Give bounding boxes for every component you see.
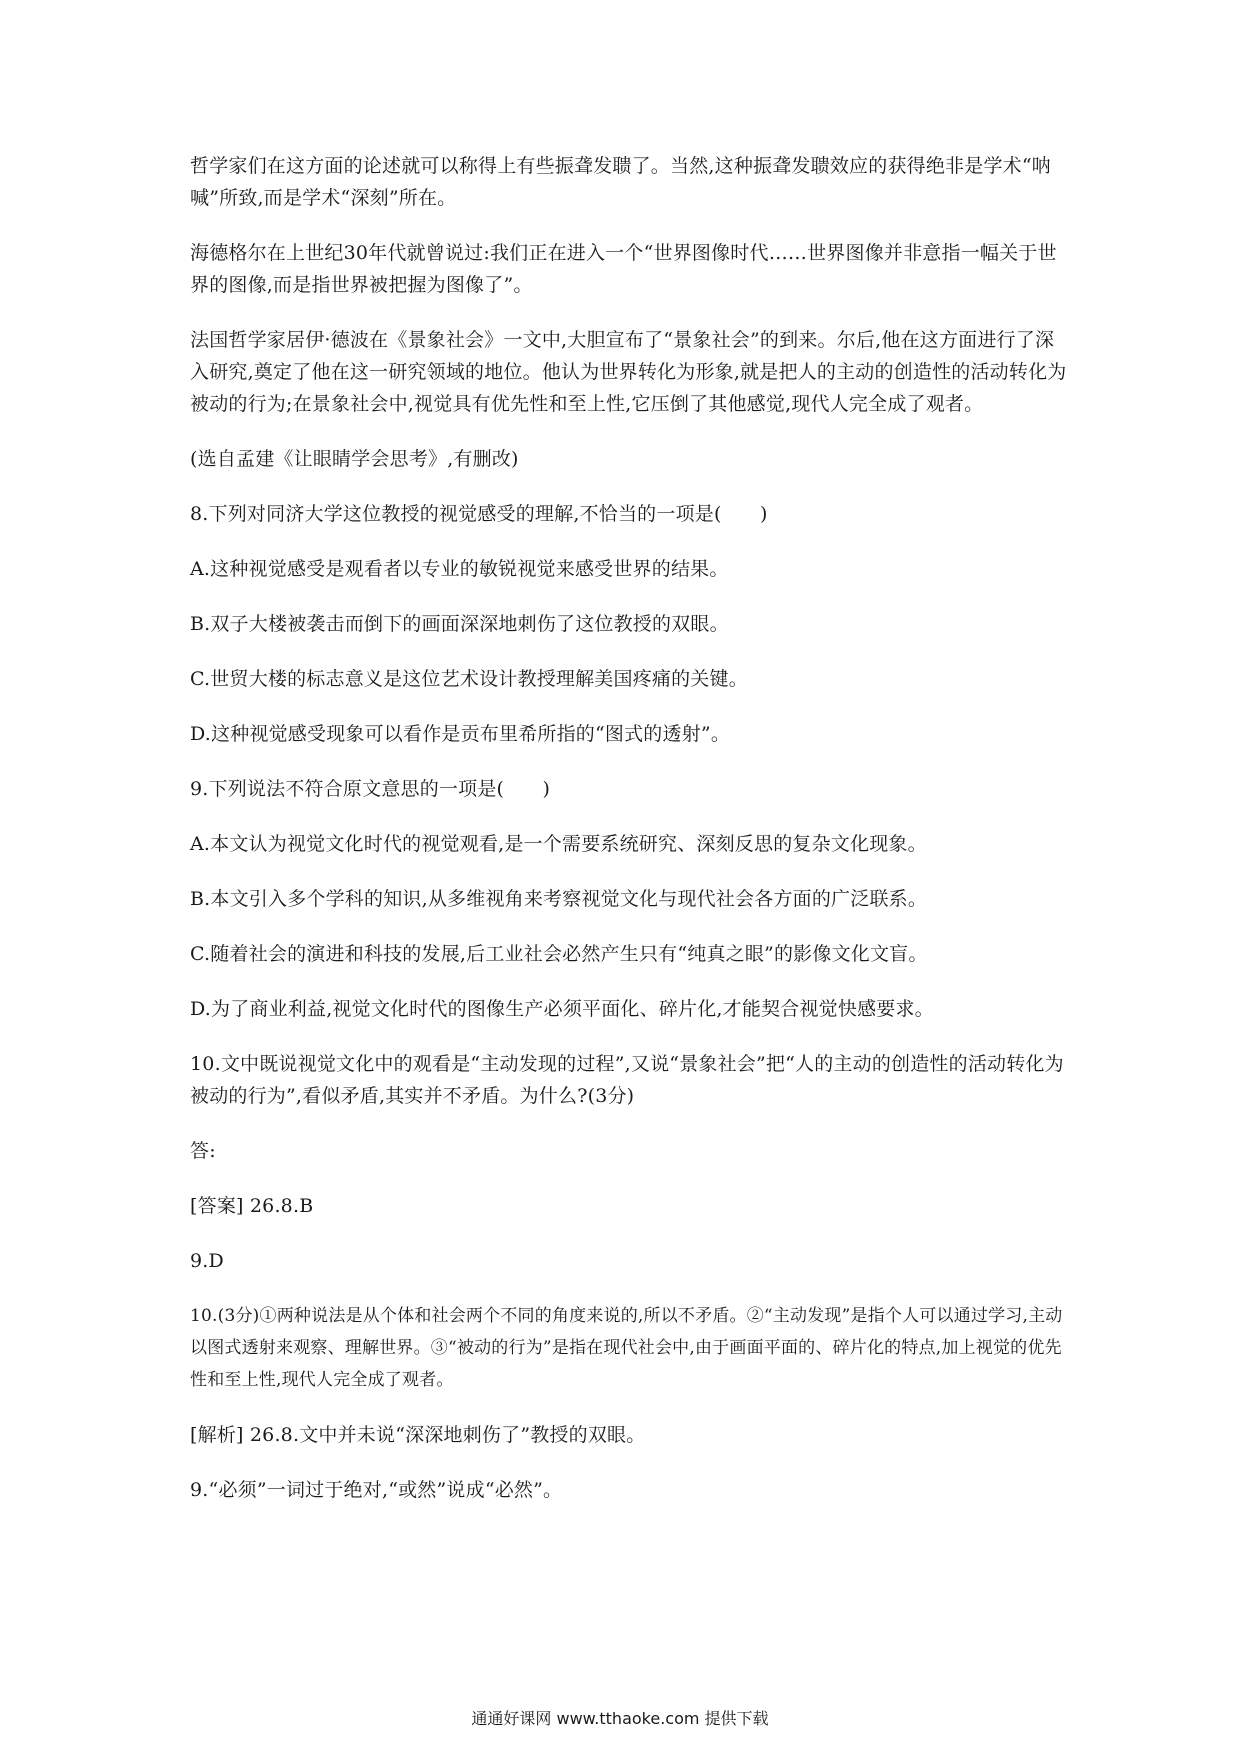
document-body bbox=[190, 150, 1070, 1529]
question-10: 10.文中既说视觉文化中的观看是“主动发现的过程”,又说“景象社会”把“人的主动的创造性的活动转化为被动的行为”,看似矛盾,其实并不矛盾。为什么?(3分) bbox=[190, 1053, 1064, 1107]
passage-paragraph-3: 法国哲学家居伊·德波在《景象社会》一文中,大胆宣布了“景象社会”的到来。尔后,他在这方面进行了深入研究,奠定了他在这一研究领域的地位。他认为世界转化为形象,就是把人的主动的创造性的活动转化为被动的行为;在景象社会中,视觉具有优先性和至上性,它压倒了其他感觉,现代人完全成了观者。 bbox=[190, 329, 1067, 415]
question-8-option-a: A.这种视觉感受是观看者以专业的敏锐视觉来感受世界的结果。 bbox=[190, 558, 729, 580]
page-footer: 通通好课网 www.tthaoke.com 提供下载 bbox=[471, 1709, 769, 1728]
question-8: 8.下列对同济大学这位教授的视觉感受的理解,不恰当的一项是( ) bbox=[190, 503, 768, 525]
answer-label: 答: bbox=[190, 1140, 216, 1162]
question-9-option-c: C.随着社会的演进和科技的发展,后工业社会必然产生只有“纯真之眼”的影像文化文盲。 bbox=[190, 943, 928, 965]
analysis-9: 9.“必须”一词过于绝对,“或然”说成“必然”。 bbox=[190, 1479, 563, 1501]
answer-8: [答案] 26.8.B bbox=[190, 1195, 314, 1217]
analysis-8: [解析] 26.8.文中并未说“深深地刺伤了”教授的双眼。 bbox=[190, 1424, 646, 1446]
source-citation: (选自孟建《让眼睛学会思考》,有删改) bbox=[190, 448, 519, 470]
question-8-option-d: D.这种视觉感受现象可以看作是贡布里希所指的“图式的透射”。 bbox=[190, 723, 731, 745]
answer-10: 10.(3分)①两种说法是从个体和社会两个不同的角度来说的,所以不矛盾。②“主动发现”是指个人可以通过学习,主动以图式透射来观察、理解世界。③“被动的行为”是指在现代社会中,由于画面平面的、碎片化的特点,加上视觉的优先性和至上性,现代人完全成了观者。 bbox=[190, 1306, 1063, 1390]
question-9-option-a: A.本文认为视觉文化时代的视觉观看,是一个需要系统研究、深刻反思的复杂文化现象。 bbox=[190, 833, 927, 855]
question-8-option-c: C.世贸大楼的标志意义是这位艺术设计教授理解美国疼痛的关键。 bbox=[190, 668, 748, 690]
question-9-option-d: D.为了商业利益,视觉文化时代的图像生产必须平面化、碎片化,才能契合视觉快感要求。 bbox=[190, 998, 934, 1020]
question-8-option-b: B.双子大楼被袭击而倒下的画面深深地刺伤了这位教授的双眼。 bbox=[190, 613, 729, 635]
question-9-option-b: B.本文引入多个学科的知识,从多维视角来考察视觉文化与现代社会各方面的广泛联系。 bbox=[190, 888, 928, 910]
question-9: 9.下列说法不符合原文意思的一项是( ) bbox=[190, 778, 551, 800]
passage-paragraph-2: 海德格尔在上世纪30年代就曾说过:我们正在进入一个“世界图像时代……世界图像并非意指一幅关于世界的图像,而是指世界被把握为图像了”。 bbox=[190, 242, 1057, 296]
passage-paragraph-1: 哲学家们在这方面的论述就可以称得上有些振聋发聩了。当然,这种振聋发聩效应的获得绝非是学术“呐喊”所致,而是学术“深刻”所在。 bbox=[190, 155, 1051, 209]
answer-9: 9.D bbox=[190, 1250, 224, 1272]
